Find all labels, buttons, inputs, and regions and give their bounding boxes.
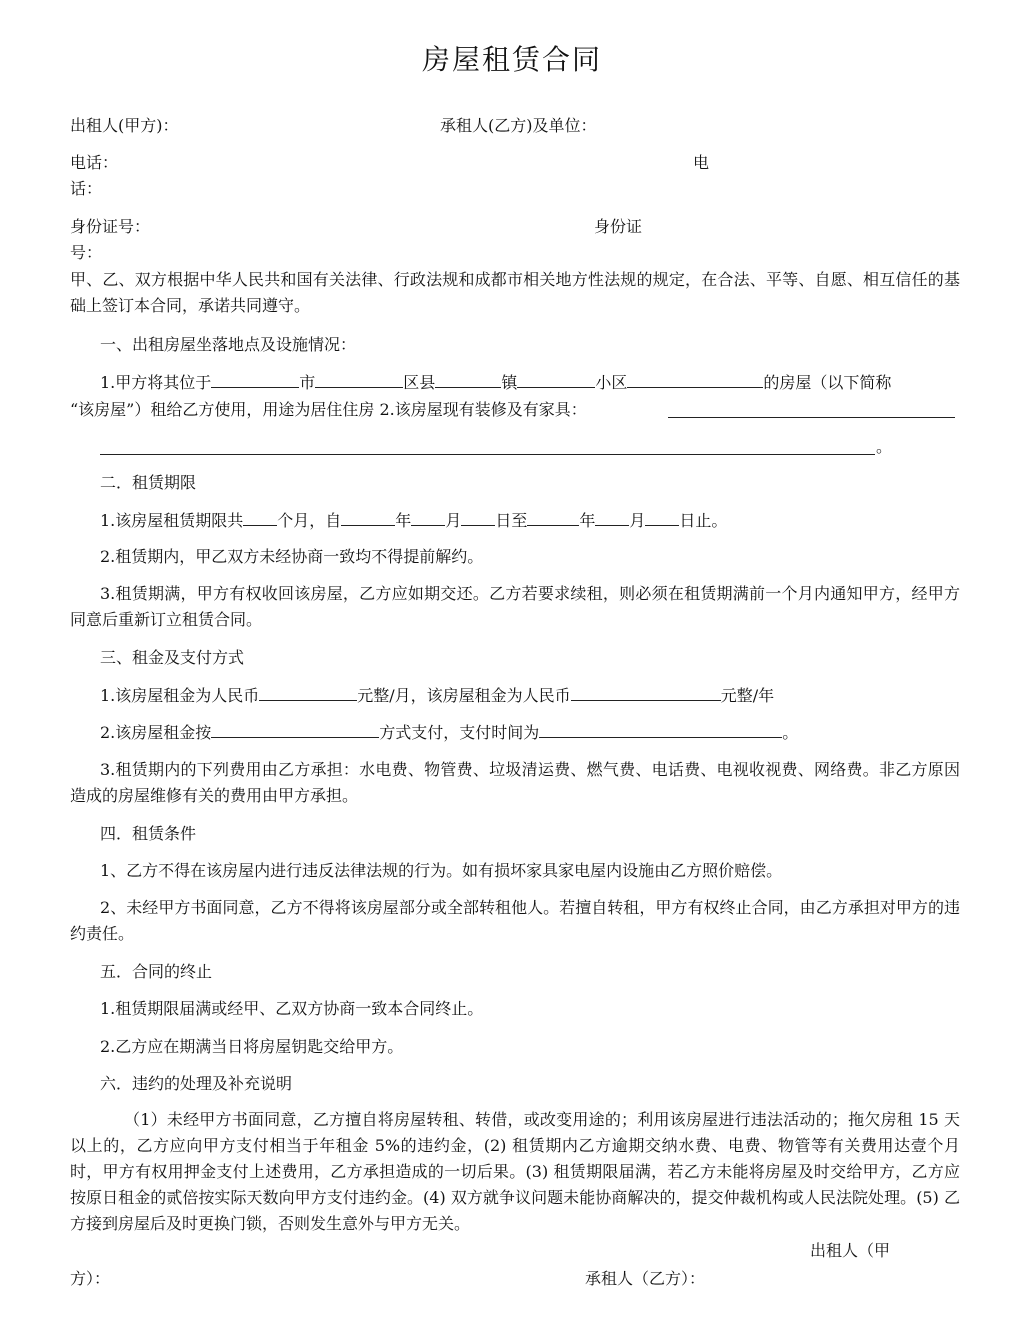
s5-clause-1: 1.租赁期限届满或经甲、乙双方协商一致本合同终止。 [100,999,484,1018]
start-month-blank [411,510,445,526]
term-from-label: 个月，自 [277,511,342,530]
furnishing-end-mark: 。 [876,437,893,456]
yearly-rent-blank [571,685,721,701]
id-label-a: 身份证号： [70,217,151,236]
end-month-label: 月 [629,511,646,530]
s1-location-suffix: 的房屋（以下简称 [763,373,892,392]
end-year-blank [527,510,579,526]
phone-label-b-part2: 话： [70,179,103,198]
monthly-rent-blank [259,685,357,701]
lessor-label: 出租人(甲方)： [70,116,179,135]
district-label: 区县 [403,373,436,392]
end-day-blank [645,510,679,526]
id-label-b-part1: 身份证 [594,217,643,236]
s1-furnishing-line: “该房屋”）租给乙方使用，用途为居住住房 2.该房屋现有装修及有家具： [70,400,587,419]
s1-location-line [100,372,891,393]
end-day-label: 日止。 [679,511,728,530]
section-3-heading: 三、租金及支付方式 [100,648,245,667]
s4-clause-2: 2、未经甲方书面同意，乙方不得将该房屋部分或全部转租他人。若擅自转租，甲方有权终止合同，由乙方承担对甲方的违约责任。 [70,898,960,943]
months-blank [243,510,277,526]
community-blank-2 [627,372,763,388]
payment-middle: 方式支付，支付时间为 [379,723,540,742]
payment-prefix: 2.该房屋租金按 [100,723,212,742]
furnishing-blank-2 [100,454,875,455]
s1-location-prefix: 1.甲方将其位于 [100,373,212,392]
phone-label-b-part1: 电 [693,153,710,172]
s3-clause-3: 3.租赁期内的下列费用由乙方承担：水电费、物管费、垃圾清运费、燃气费、电话费、电视收视费、网络费。非乙方原因造成的房屋维修有关的费用由甲方承担。 [70,760,960,805]
end-year-label: 年 [579,511,596,530]
intro-paragraph: 甲、乙、双方根据中华人民共和国有关法律、行政法规和成都市相关地方性法规的规定，在合法、平等、自愿、相互信任的基础上签订本合同，承诺共同遵守。 [70,270,960,315]
s3-rent-line [100,685,774,706]
start-year-blank [341,510,395,526]
section-5-heading: 五．合同的终止 [100,962,213,981]
section-1-heading: 一、出租房屋坐落地点及设施情况： [100,335,357,354]
s5-clause-2: 2.乙方应在期满当日将房屋钥匙交给甲方。 [100,1037,404,1056]
town-label: 镇 [501,373,518,392]
rent-middle: 元整/月，该房屋租金为人民币 [357,686,571,705]
phone-label-a: 电话： [70,153,119,172]
end-month-blank [595,510,629,526]
term-prefix: 1.该房屋租赁期限共 [100,511,244,530]
lessee-label: 承租人(乙方)及单位： [440,116,597,135]
lessee-signature: 承租人（乙方）： [585,1269,706,1288]
s2-clause-3: 3.租赁期满，甲方有权收回该房屋，乙方应如期交还。乙方若要求续租，则必须在租赁期满前一个月内通知甲方，经甲方同意后重新订立租赁合同。 [70,584,960,629]
document-title: 房屋租赁合同 [421,43,602,76]
payment-end: 。 [782,723,799,742]
start-day-blank [461,510,495,526]
s2-clause-2: 2.租赁期内，甲乙双方未经协商一致均不得提前解约。 [100,547,484,566]
rent-suffix: 元整/年 [720,686,775,705]
start-month-label: 月 [445,511,462,530]
payment-method-blank [211,722,379,738]
s6-body: （1）未经甲方书面同意，乙方擅自将房屋转租、转借，或改变用途的；利用该房屋进行违法活动的；拖欠房租 15 天以上的，乙方应向甲方支付相当于年租金 5%的违约金，(2) 租赁期内乙方逾期交纳水费、电费、物管等有关费用达壹个月时，甲方有权用押金支付上述费用，乙方承担造成的一切后果。(3) 租赁期限届满，若乙方未能将房屋及时交给甲方，乙方应按原日租金的贰倍按实际天数向甲方支付违约金。(4) 双方就争议问题未能协商解决的，提交仲裁机构或人民法院处理。(5) 乙方接到房屋后及时更换门锁，否则发生意外与甲方无关。 [70,1110,960,1233]
id-label-b-part2: 号： [70,243,103,262]
community-label: 小区 [595,373,628,392]
lessor-signature-part2: 方）： [70,1269,111,1288]
start-year-label: 年 [395,511,412,530]
city-blank [211,372,299,388]
section-6-heading: 六．违约的处理及补充说明 [100,1074,293,1093]
city-label: 市 [299,373,316,392]
payment-time-blank [539,722,782,738]
section-2-heading: 二．租赁期限 [100,473,197,492]
section-4-heading: 四．租赁条件 [100,824,197,843]
lessor-signature-part1: 出租人（甲 [810,1241,891,1260]
s3-payment-line [100,722,798,743]
district-blank [315,372,403,388]
furnishing-blank-1 [668,417,955,418]
town-blank [435,372,501,388]
s2-term-line [100,510,727,531]
s4-clause-1: 1、乙方不得在该房屋内进行违反法律法规的行为。如有损坏家具家电屋内设施由乙方照价赔偿。 [100,861,783,880]
start-day-label: 日至 [495,511,528,530]
rent-prefix: 1.该房屋租金为人民币 [100,686,260,705]
community-blank-1 [517,372,595,388]
